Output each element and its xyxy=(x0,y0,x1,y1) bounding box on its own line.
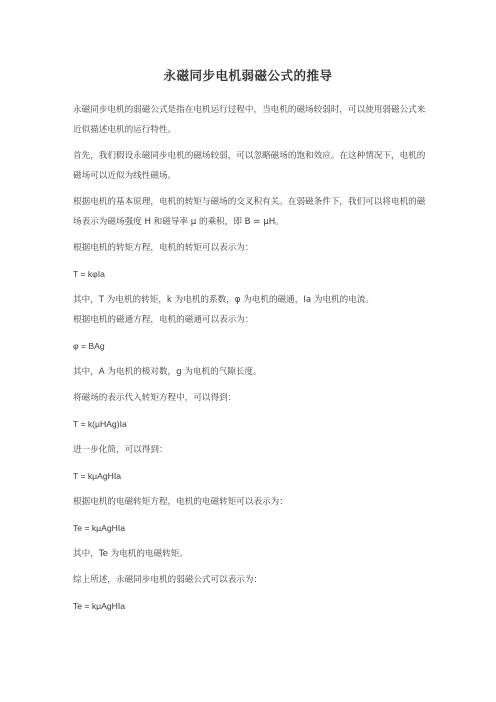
paragraph: 首先，我们假设永磁同步电机的磁场较弱，可以忽略磁场的饱和效应。在这种情况下，电机的磁场可以近似为线性磁场。 xyxy=(73,151,426,181)
formula: φ = BAg xyxy=(73,341,105,351)
paragraph: 将磁场的表示代入转矩方程中，可以得到： xyxy=(73,393,237,403)
paragraph: 其中，Te 为电机的电磁转矩。 xyxy=(73,549,188,559)
paragraph: 根据电机的基本原理，电机的转矩与磁场的交叉积有关。在弱磁条件下，我们可以将电机的磁场表示为磁场强度 H 和磁导率 μ 的乘积，即 B = μH。 xyxy=(73,197,426,227)
formula: T = kμAgHIa xyxy=(73,471,122,481)
paragraph: 其中，T 为电机的转矩，k 为电机的系数，φ 为电机的磁通，Ia 为电机的电流。 xyxy=(73,295,375,305)
paragraph: 其中，A 为电机的极对数，g 为电机的气隙长度。 xyxy=(73,367,262,377)
paragraph: 根据电机的磁通方程，电机的磁通可以表示为： xyxy=(73,315,254,325)
document-body xyxy=(73,100,429,616)
paragraph: 根据电机的电磁转矩方程，电机的电磁转矩可以表示为： xyxy=(73,497,288,507)
paragraph: 综上所述，永磁同步电机的弱磁公式可以表示为： xyxy=(73,575,263,585)
paragraph: 根据电机的转矩方程，电机的转矩可以表示为： xyxy=(73,243,254,253)
paragraph: 永磁同步电机的弱磁公式是指在电机运行过程中，当电机的磁场较弱时，可以使用弱磁公式来近似描述电机的运行特性。 xyxy=(73,105,426,135)
document-title: 永磁同步电机弱磁公式的推导 xyxy=(163,68,333,83)
paragraph: 进一步化简，可以得到： xyxy=(73,445,168,455)
formula: T = k(μHAg)Ia xyxy=(73,419,127,429)
formula: T = kφIa xyxy=(73,269,105,279)
formula: Te = kμAgHIa xyxy=(73,523,126,533)
formula: Te = kμAgHIa xyxy=(73,601,126,611)
